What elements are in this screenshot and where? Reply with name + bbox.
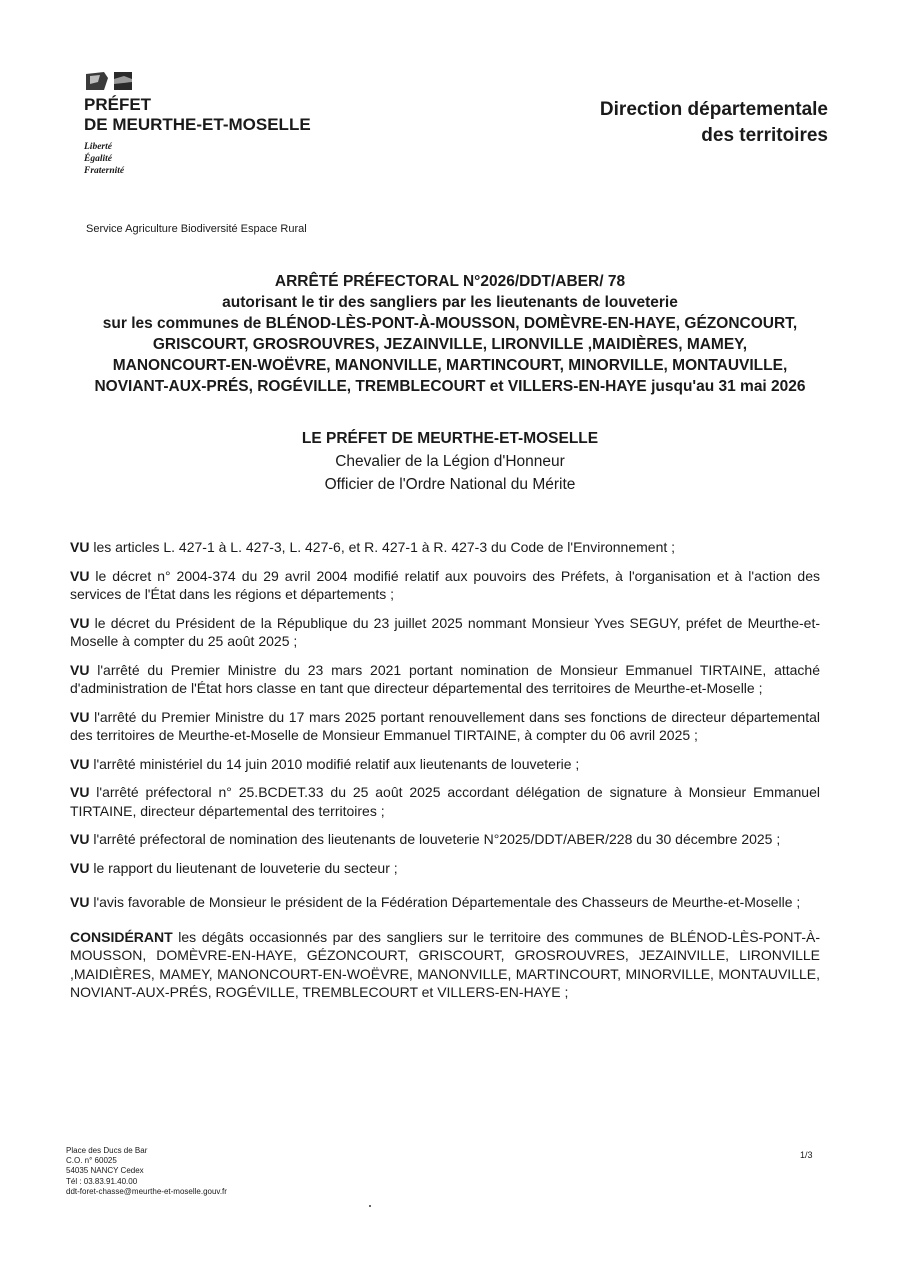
visa-list — [70, 538, 820, 1012]
visa-paragraph: VU l'arrêté préfectoral de nomination des lieutenants de louveterie N°2025/DDT/ABER/228 du 30 décembre 2025 ; — [70, 831, 781, 847]
visa-paragraph: VU le rapport du lieutenant de louveterie du secteur ; — [70, 859, 398, 876]
page-number: 1/3 — [800, 1150, 813, 1160]
direction-heading: Direction départementale des territoires — [599, 99, 828, 146]
scan-speck — [369, 1205, 371, 1207]
arrete-title: ARRÊTÉ PRÉFECTORAL N°2026/DDT/ABER/ 78 autorisant le tir des sangliers par les lieutenants de louveterie sur les communes de BLÉNOD-LÈS-PONT-À-MOUSSON, DOMÈVRE-EN-HAYE, GÉZONCOURT, GRISCOURT, GROSROUVRES, JEZAINVILLE, LIRONVILLE ,MAIDIÈRES, MAMEY, MANONCOURT-EN-WOËVRE, MANONVILLE, MARTINCOURT, MINORVILLE, MONTAUVILLE, NOVIANT-AUX-PRÉS, ROGÉVILLE, TREMBLECOURT et VILLERS-EN-HAYE jusqu'au 31 mai 2026 — [94, 273, 806, 395]
visa-paragraph: VU le décret du Président de la République du 23 juillet 2025 nommant Monsieur Yves SEGUY, préfet de Meurthe-et-Moselle à compter du 25 août 2025 ; — [70, 614, 820, 649]
footer-email: ddt-foret-chasse@meurthe-et-moselle.gouv.fr — [66, 1186, 227, 1196]
visa-paragraph: VU l'arrêté du Premier Ministre du 17 mars 2025 portant renouvellement dans ses fonctions de directeur départemental des territoires de Meurthe-et-Moselle de Monsieur Emmanuel TIRTAINE, à compter du 06 avril 2025 ; — [70, 708, 820, 743]
marianne-logo-icon — [84, 70, 134, 92]
considerant-paragraph: CONSIDÉRANT les dégâts occasionnés par des sangliers sur le territoire des communes de BLÉNOD-LÈS-PONT-À-MOUSSON, DOMÈVRE-EN-HAYE, GÉZONCOURT, GRISCOURT, GROSROUVRES, JEZAINVILLE, LIRONVILLE ,MAIDIÈRES, MAMEY, MANONCOURT-EN-WOËVRE, MANONVILLE, MARTINCOURT, MINORVILLE, MONTAUVILLE, NOVIANT-AUX-PRÉS, ROGÉVILLE, TREMBLECOURT et VILLERS-EN-HAYE ; — [70, 928, 820, 1000]
prefet-title: PRÉFET DE MEURTHE-ET-MOSELLE — [84, 95, 311, 134]
service-label: Service Agriculture Biodiversité Espace Rural — [86, 223, 307, 235]
visa-paragraph: VU l'arrêté préfectoral n° 25.BCDET.33 du 25 août 2025 accordant délégation de signature à Monsieur Emmanuel TIRTAINE, directeur départemental des territoires ; — [70, 784, 820, 819]
footer-address: Place des Ducs de Bar C.O. n° 60025 54035 NANCY Cedex Tél : 03.83.91.40.00 ddt-foret-chasse@meurthe-et-moselle.gouv.fr — [66, 1146, 227, 1196]
visa-paragraph: VU l'avis favorable de Monsieur le président de la Fédération Départementale des Chasseurs de Meurthe-et-Moselle ; — [70, 894, 801, 910]
republic-motto: Liberté Égalité Fraternité — [84, 142, 125, 176]
prefet-designation: LE PRÉFET DE MEURTHE-ET-MOSELLE Chevalier de la Légion d'Honneur Officier de l'Ordre National du Mérite — [301, 430, 599, 493]
visa-paragraph: VU les articles L. 427-1 à L. 427-3, L. 427-6, et R. 427-1 à R. 427-3 du Code de l'Environnement ; — [70, 539, 676, 555]
visa-paragraph: VU le décret n° 2004-374 du 29 avril 2004 modifié relatif aux pouvoirs des Préfets, à l'organisation et à l'action des services de l'État dans les régions et départements ; — [70, 567, 820, 602]
visa-paragraph: VU l'arrêté du Premier Ministre du 23 mars 2021 portant nomination de Monsieur Emmanuel TIRTAINE, attaché d'administration de l'État hors classe en tant que directeur départemental des territoires de Meurthe-et-Moselle ; — [70, 661, 820, 696]
visa-paragraph: VU l'arrêté ministériel du 14 juin 2010 modifié relatif aux lieutenants de louveterie ; — [70, 755, 580, 772]
